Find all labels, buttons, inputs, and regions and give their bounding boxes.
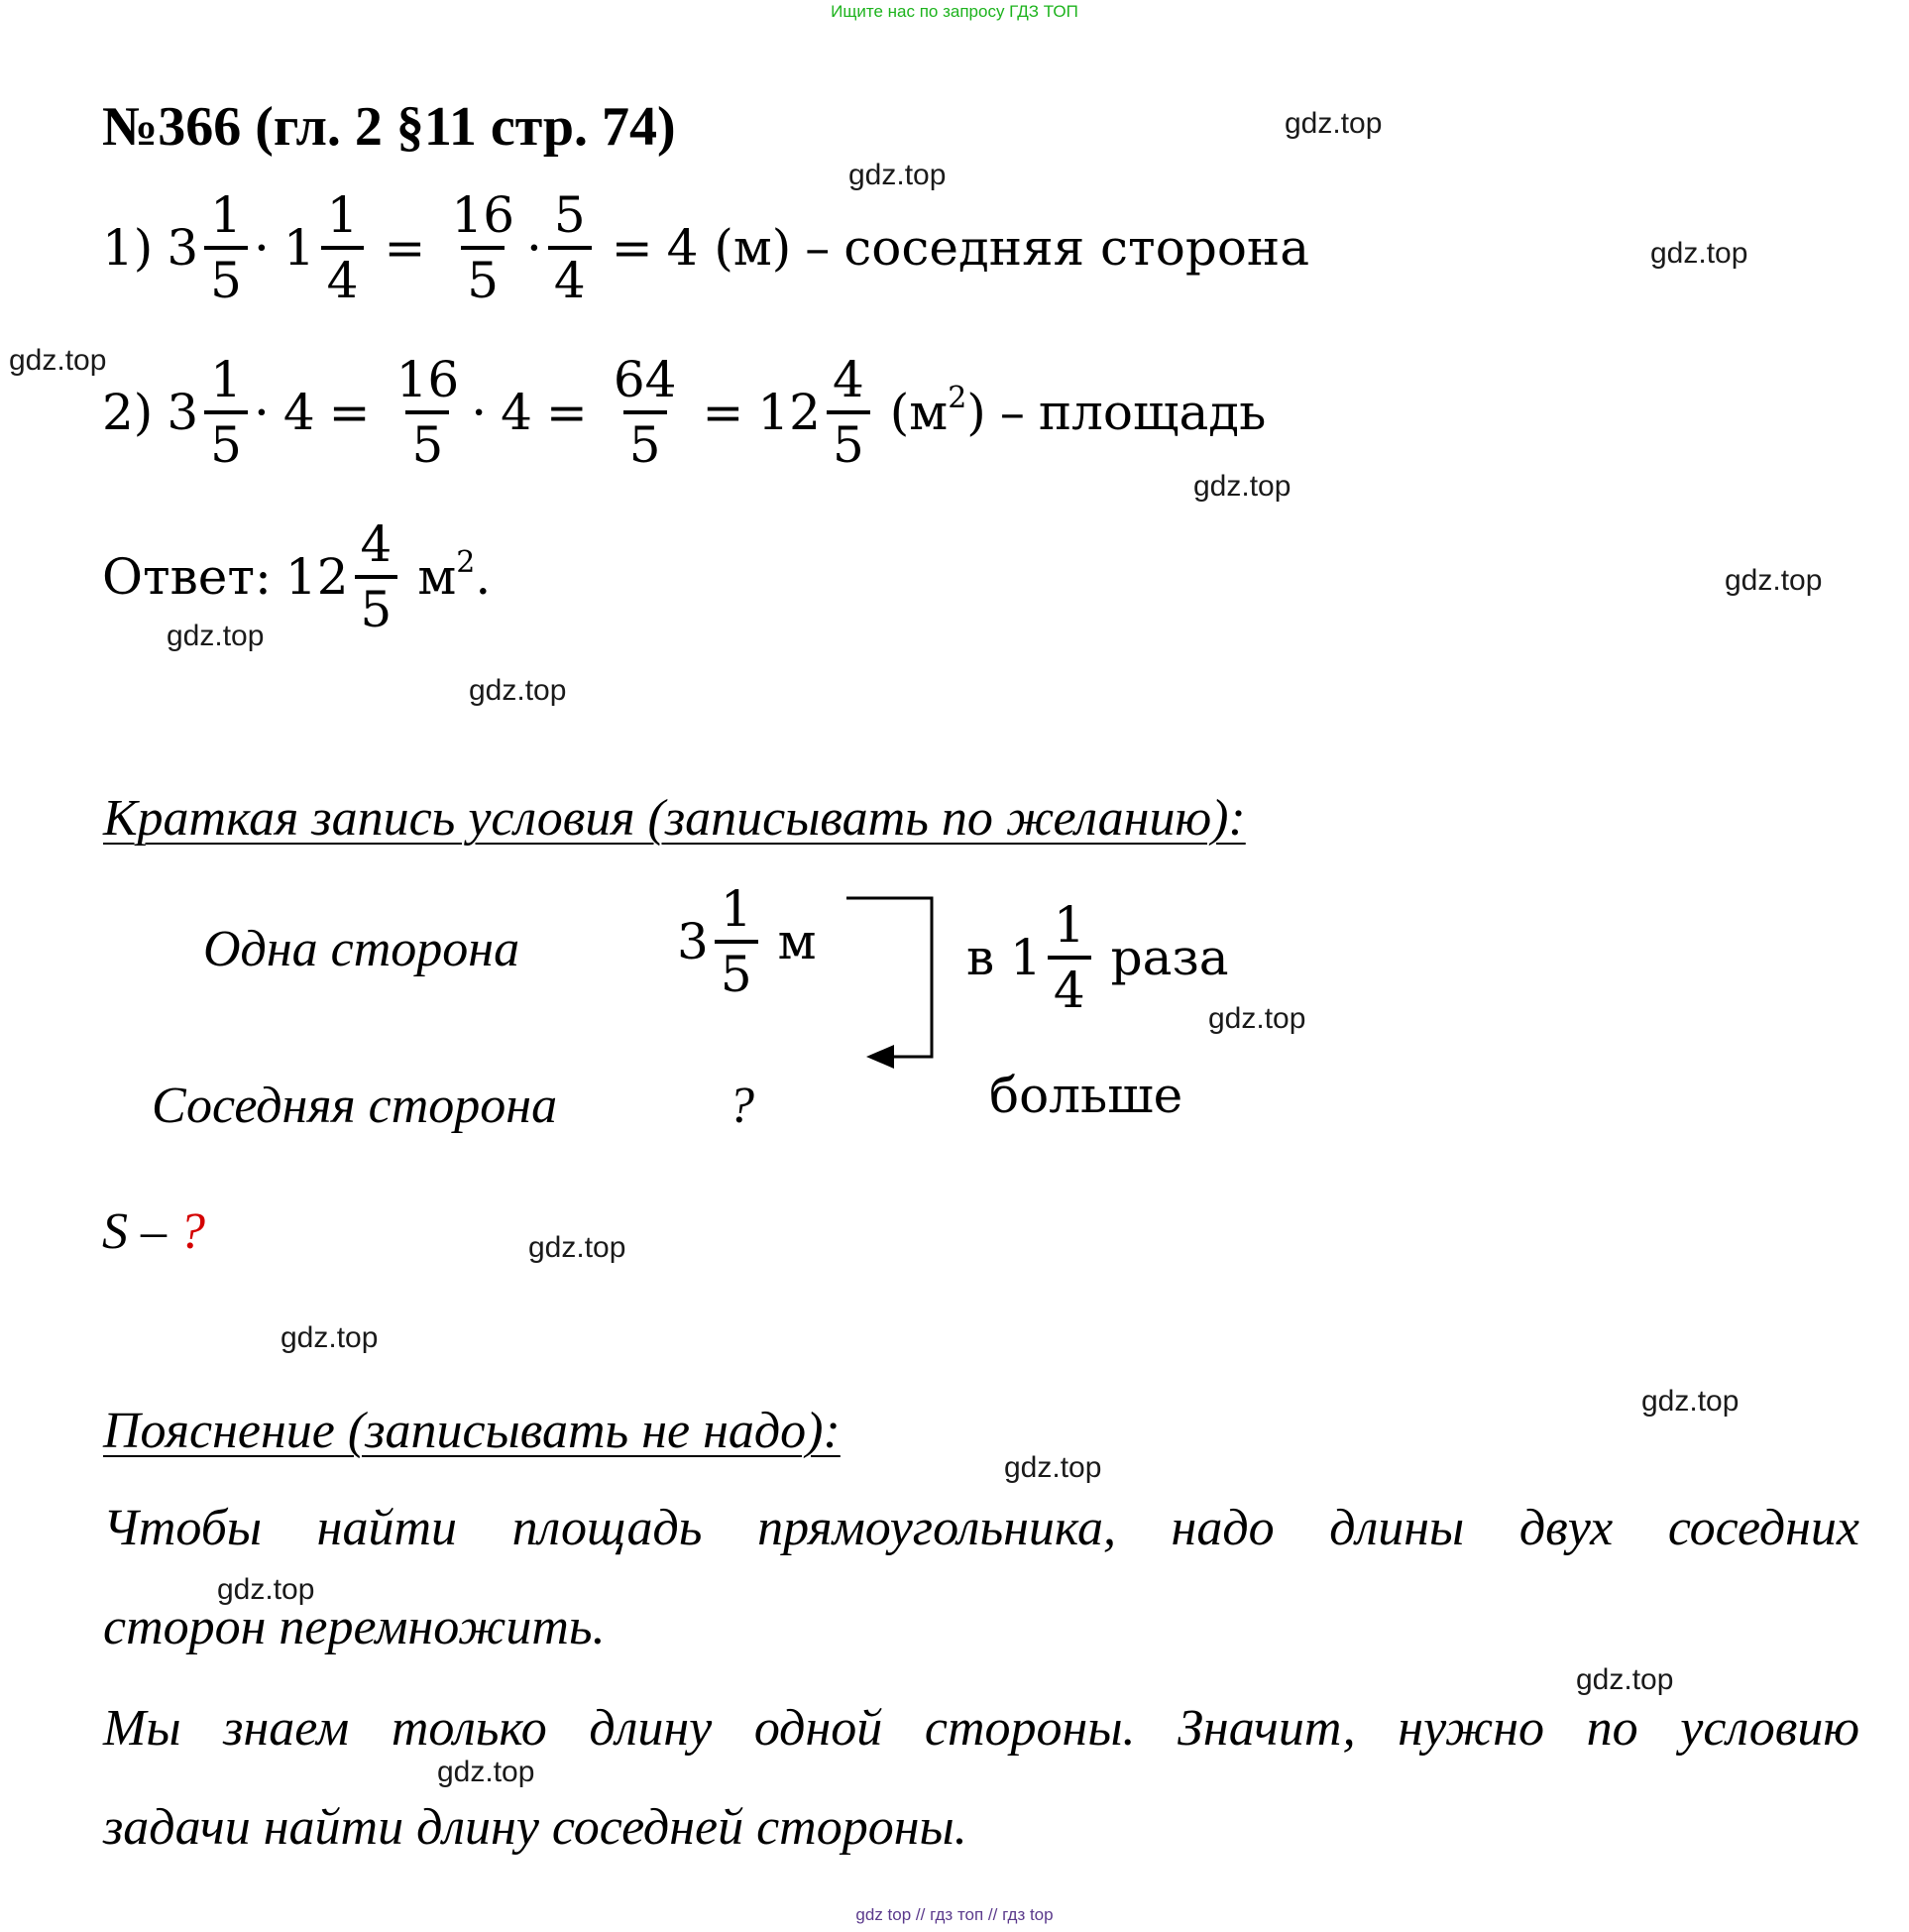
step2-frac4: $\frac{4}{5}$ xyxy=(827,355,870,470)
more-text: больше xyxy=(989,1067,1183,1124)
step1-frac1: $\frac{1}{5}$ xyxy=(204,190,248,305)
watermark: gdz.top xyxy=(1725,564,1823,597)
step1-label: 1) xyxy=(102,219,154,277)
watermark: gdz.top xyxy=(1641,1385,1740,1418)
explanation-p2-line1: Мы знаем только длину одной стороны. Значит, нужно по условию xyxy=(103,1700,1859,1757)
side2-value: ? xyxy=(729,1078,754,1134)
explanation-p1-line2: сторон перемножить. xyxy=(103,1599,606,1655)
watermark: gdz.top xyxy=(528,1231,626,1264)
top-banner: Ищите нас по запросу ГДЗ ТОП xyxy=(831,2,1078,21)
page-title: №366 (гл. 2 §11 стр. 74) xyxy=(102,96,676,158)
watermark: gdz.top xyxy=(1285,107,1383,140)
step2-frac1: $\frac{1}{5}$ xyxy=(204,355,248,470)
step1-frac3: $\frac{16}{5}$ xyxy=(451,186,515,309)
step1-frac2: $\frac{1}{4}$ xyxy=(321,190,365,305)
step1-result: 4 (м) xyxy=(666,219,792,277)
step1-eq2: = xyxy=(611,219,653,277)
step2-line xyxy=(102,351,1267,474)
step1-desc: соседняя сторона xyxy=(843,219,1310,277)
area-line xyxy=(102,1202,205,1261)
answer-label: Ответ: xyxy=(102,548,272,606)
explanation-p1-line1: Чтобы найти площадь прямоугольника, надо длины двух соседних xyxy=(103,1500,1859,1556)
watermark: gdz.top xyxy=(281,1321,379,1354)
step2-eq1: = xyxy=(328,384,371,441)
watermark: gdz.top xyxy=(437,1756,535,1788)
step2-whole4: 12 xyxy=(757,384,821,441)
watermark: gdz.top xyxy=(1650,237,1748,270)
step1-dot1: · xyxy=(253,219,270,277)
answer-whole: 12 xyxy=(284,548,349,606)
step2-desc: площадь xyxy=(1038,384,1267,441)
watermark: gdz.top xyxy=(1576,1663,1674,1696)
step2-dash: – xyxy=(999,384,1025,441)
side2-label: Соседняя сторона xyxy=(152,1078,558,1134)
step2-factor2: 4 xyxy=(501,384,532,441)
step1-whole1: 3 xyxy=(167,219,199,277)
step2-label: 2) xyxy=(102,384,154,441)
explanation-p2-line2: задачи найти длину соседней стороны. xyxy=(103,1799,967,1856)
step2-frac2: $\frac{16}{5}$ xyxy=(395,351,460,474)
area-value: ? xyxy=(179,1203,205,1260)
side1-frac: $\frac{1}{5}$ xyxy=(715,884,758,999)
side1-label: Одна сторона xyxy=(203,921,520,977)
step2-unit: $(м^2)$ xyxy=(889,381,986,441)
step2-whole1: 3 xyxy=(167,384,199,441)
watermark: gdz.top xyxy=(1193,470,1291,503)
step2-factor1: 4 xyxy=(282,384,315,441)
ratio-text: в 1 $\frac{1}{4}$ раза xyxy=(966,896,1229,1019)
step2-eq2: = xyxy=(545,384,588,441)
ratio-frac: $\frac{1}{4}$ xyxy=(1048,900,1091,1015)
answer-unit: $м^2$. xyxy=(417,545,492,606)
area-label: S – xyxy=(102,1203,167,1260)
watermark: gdz.top xyxy=(848,159,947,191)
watermark: gdz.top xyxy=(469,674,567,707)
step1-whole2: 1 xyxy=(282,219,315,277)
step1-dot2: · xyxy=(526,219,542,277)
step1-frac4: $\frac{5}{4}$ xyxy=(548,190,592,305)
watermark: gdz.top xyxy=(217,1573,315,1606)
step1-line xyxy=(102,186,1310,309)
step2-dot2: · xyxy=(471,384,488,441)
ratio-arrow xyxy=(842,892,942,1071)
watermark: gdz.top xyxy=(9,344,107,377)
condition-heading: Краткая запись условия (записывать по желанию): xyxy=(103,790,1246,847)
side1-value: 3 $\frac{1}{5}$ м xyxy=(677,880,817,1003)
watermark: gdz.top xyxy=(1004,1451,1102,1484)
step1-eq1: = xyxy=(384,219,426,277)
watermark: gdz.top xyxy=(1208,1002,1306,1035)
footer: gdz top // гдз топ // гдз top xyxy=(855,1905,1054,1924)
step2-frac3: $\frac{64}{5}$ xyxy=(613,351,677,474)
step2-dot1: · xyxy=(253,384,270,441)
step2-eq3: = xyxy=(702,384,744,441)
watermark: gdz.top xyxy=(167,620,265,652)
explanation-heading: Пояснение (записывать не надо): xyxy=(103,1403,841,1459)
answer-frac: $\frac{4}{5}$ xyxy=(355,519,398,634)
step1-dash: – xyxy=(805,219,831,277)
